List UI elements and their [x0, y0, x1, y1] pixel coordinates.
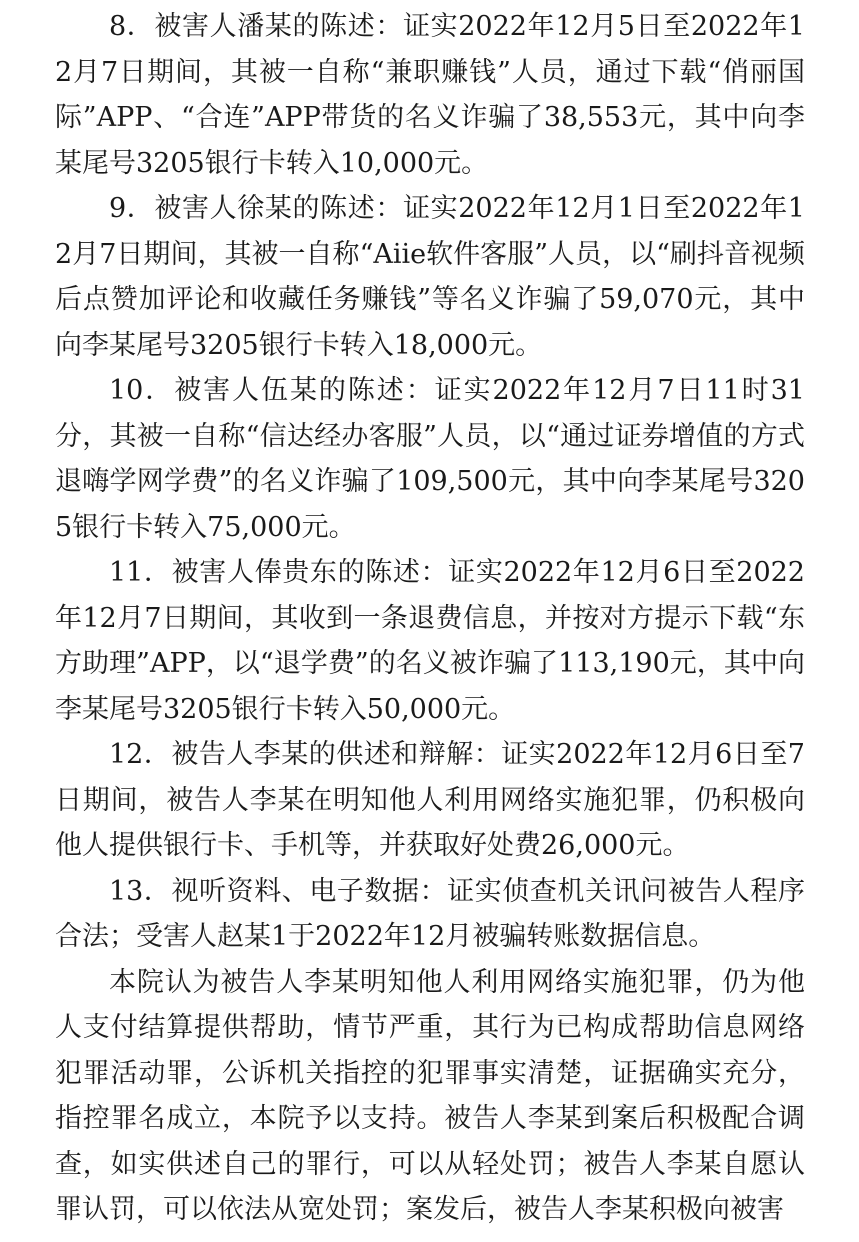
document-body: [55, 4, 805, 1233]
paragraph-court-opinion: 本院认为被告人李某明知他人利用网络实施犯罪，仍为他人支付结算提供帮助，情节严重，其行为已构成帮助信息网络犯罪活动罪，公诉机关指控的犯罪事实清楚，证据确实充分，指控罪名成立，本院予以支持。被告人李某到案后积极配合调查，如实供述自己的罪行，可以从轻处罚；被告人李某自愿认罪认罚，可以依法从宽处罚；案发后，被告人李某积极向被害: [55, 966, 805, 1225]
paragraph-defendant-statement: 12．被告人李某的供述和辩解：证实2022年12月6日至7日期间，被告人李某在明知他人利用网络实施犯罪，仍积极向他人提供银行卡、手机等，并获取好处费26,000元。: [55, 739, 805, 861]
paragraph-victim-feng: 11．被害人俸贵东的陈述：证实2022年12月6日至2022年12月7日期间，其收到一条退费信息，并按对方提示下载“东方助理”APP，以“退学费”的名义被诈骗了113,190元，其中向李某尾号3205银行卡转入50,000元。: [55, 557, 805, 725]
paragraph-victim-pan: 8．被害人潘某的陈述：证实2022年12月5日至2022年12月7日期间，其被一自称“兼职赚钱”人员，通过下载“俏丽国际”APP、“合连”APP带货的名义诈骗了38,553元，其中向李某尾号3205银行卡转入10,000元。: [55, 11, 805, 179]
paragraph-victim-xu: 9．被害人徐某的陈述：证实2022年12月1日至2022年12月7日期间，其被一自称“Aiie软件客服”人员，以“刷抖音视频后点赞加评论和收藏任务赚钱”等名义诈骗了59,070元，其中向李某尾号3205银行卡转入18,000元。: [55, 193, 805, 361]
paragraph-electronic-data: 13．视听资料、电子数据：证实侦查机关讯问被告人程序合法；受害人赵某1于2022年12月被骗转账数据信息。: [55, 875, 805, 952]
paragraph-victim-wu: 10．被害人伍某的陈述：证实2022年12月7日11时31分，其被一自称“信达经办客服”人员，以“通过证券增值的方式退嗨学网学费”的名义诈骗了109,500元，其中向李某尾号3205银行卡转入75,000元。: [55, 375, 805, 543]
